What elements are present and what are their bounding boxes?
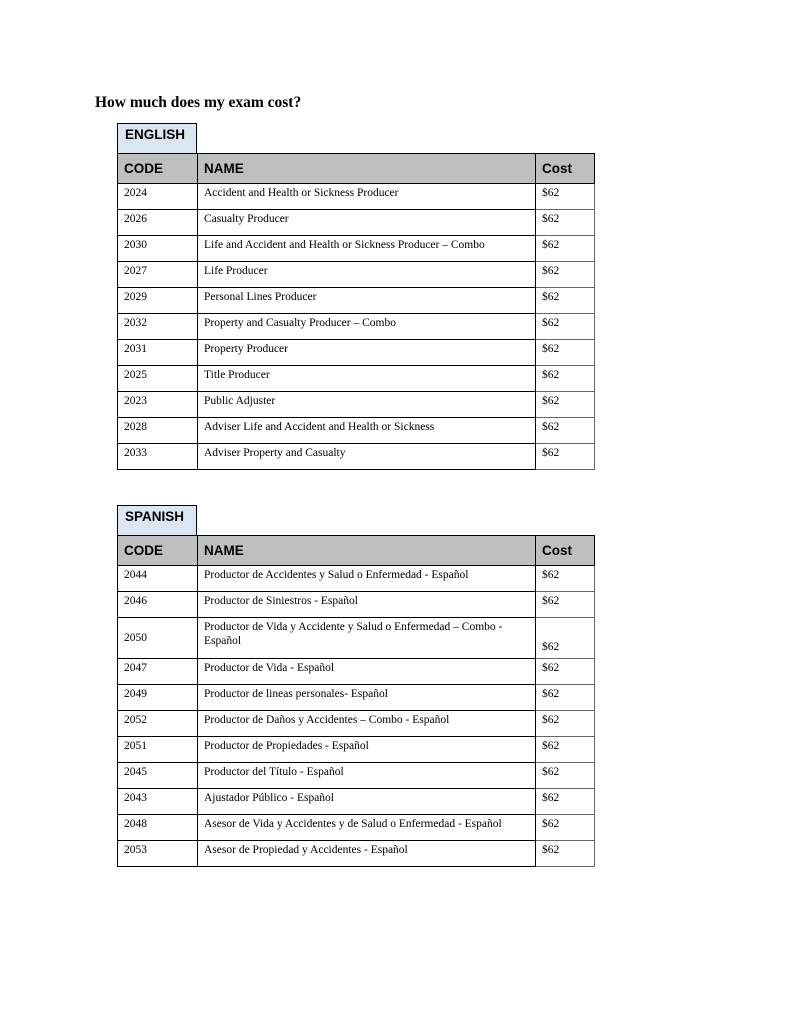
cost-cell: $62 (536, 210, 595, 236)
name-cell: Asesor de Vida y Accidentes y de Salud o Enfermedad - Español (198, 815, 536, 841)
table-row (118, 392, 595, 418)
code-cell: 2049 (118, 685, 198, 711)
name-cell: Public Adjuster (198, 392, 536, 418)
name-header: NAME (198, 536, 536, 566)
name-cell: Personal Lines Producer (198, 288, 536, 314)
cost-cell: $62 (536, 366, 595, 392)
name-cell: Life Producer (198, 262, 536, 288)
spanish-label: SPANISH (117, 505, 197, 535)
cost-cell: $62 (536, 392, 595, 418)
code-cell: 2023 (118, 392, 198, 418)
name-cell: Productor de Daños y Accidentes – Combo - Español (198, 711, 536, 737)
code-cell: 2033 (118, 444, 198, 470)
cost-header: Cost (536, 154, 595, 184)
code-cell: 2025 (118, 366, 198, 392)
code-cell: 2024 (118, 184, 198, 210)
code-cell: 2031 (118, 340, 198, 366)
english-label: ENGLISH (117, 123, 197, 153)
name-cell: Productor del Título - Español (198, 763, 536, 789)
cost-cell: $62 (536, 659, 595, 685)
name-cell: Productor de Vida y Accidente y Salud o Enfermedad – Combo - Español (198, 618, 536, 659)
name-cell: Productor de lineas personales- Español (198, 685, 536, 711)
code-cell: 2050 (118, 618, 198, 659)
cost-cell: $62 (536, 841, 595, 867)
cost-cell: $62 (536, 711, 595, 737)
table-row (118, 314, 595, 340)
cost-cell: $62 (536, 184, 595, 210)
name-cell: Adviser Life and Accident and Health or Sickness (198, 418, 536, 444)
code-cell: 2043 (118, 789, 198, 815)
table-row (118, 288, 595, 314)
table-row (118, 618, 595, 659)
name-cell: Casualty Producer (198, 210, 536, 236)
name-cell: Accident and Health or Sickness Producer (198, 184, 536, 210)
name-cell: Asesor de Propiedad y Accidentes - Español (198, 841, 536, 867)
cost-cell: $62 (536, 566, 595, 592)
cost-cell: $62 (536, 789, 595, 815)
code-cell: 2046 (118, 592, 198, 618)
name-header: NAME (198, 154, 536, 184)
cost-cell: $62 (536, 262, 595, 288)
cost-cell: $62 (536, 236, 595, 262)
name-cell: Productor de Propiedades - Español (198, 737, 536, 763)
table-row (118, 184, 595, 210)
english-section (117, 123, 595, 470)
name-cell: Productor de Siniestros - Español (198, 592, 536, 618)
table-row (118, 841, 595, 867)
cost-cell: $62 (536, 418, 595, 444)
table-row (118, 789, 595, 815)
code-cell: 2044 (118, 566, 198, 592)
table-header-row (118, 154, 595, 184)
table-row (118, 711, 595, 737)
code-cell: 2052 (118, 711, 198, 737)
table-row (118, 763, 595, 789)
table-row (118, 418, 595, 444)
code-cell: 2030 (118, 236, 198, 262)
spanish-section (117, 505, 595, 867)
table-row (118, 262, 595, 288)
cost-cell: $62 (536, 340, 595, 366)
name-cell: Title Producer (198, 366, 536, 392)
table-row (118, 366, 595, 392)
table-header-row (118, 536, 595, 566)
cost-cell: $62 (536, 288, 595, 314)
cost-cell: $62 (536, 444, 595, 470)
cost-header: Cost (536, 536, 595, 566)
cost-cell: $62 (536, 314, 595, 340)
code-cell: 2028 (118, 418, 198, 444)
cost-cell: $62 (536, 815, 595, 841)
table-row (118, 685, 595, 711)
cost-cell: $62 (536, 592, 595, 618)
table-row (118, 659, 595, 685)
code-cell: 2047 (118, 659, 198, 685)
english-exam-table (117, 153, 595, 470)
name-cell: Productor de Accidentes y Salud o Enfermedad - Español (198, 566, 536, 592)
page-title: How much does my exam cost? (95, 94, 302, 111)
code-cell: 2027 (118, 262, 198, 288)
spanish-exam-table (117, 535, 595, 867)
cost-cell: $62 (536, 618, 595, 659)
name-cell: Life and Accident and Health or Sickness Producer – Combo (198, 236, 536, 262)
code-cell: 2045 (118, 763, 198, 789)
name-cell: Productor de Vida - Español (198, 659, 536, 685)
code-cell: 2051 (118, 737, 198, 763)
name-cell: Property and Casualty Producer – Combo (198, 314, 536, 340)
table-row (118, 236, 595, 262)
table-row (118, 815, 595, 841)
table-row (118, 737, 595, 763)
cost-cell: $62 (536, 737, 595, 763)
code-header: CODE (118, 536, 198, 566)
code-header: CODE (118, 154, 198, 184)
name-cell: Property Producer (198, 340, 536, 366)
code-cell: 2032 (118, 314, 198, 340)
code-cell: 2048 (118, 815, 198, 841)
code-cell: 2053 (118, 841, 198, 867)
name-cell: Ajustador Público - Español (198, 789, 536, 815)
table-row (118, 592, 595, 618)
cost-cell: $62 (536, 763, 595, 789)
cost-cell: $62 (536, 685, 595, 711)
code-cell: 2029 (118, 288, 198, 314)
table-row (118, 210, 595, 236)
name-cell: Adviser Property and Casualty (198, 444, 536, 470)
table-row (118, 566, 595, 592)
table-row (118, 340, 595, 366)
table-row (118, 444, 595, 470)
code-cell: 2026 (118, 210, 198, 236)
